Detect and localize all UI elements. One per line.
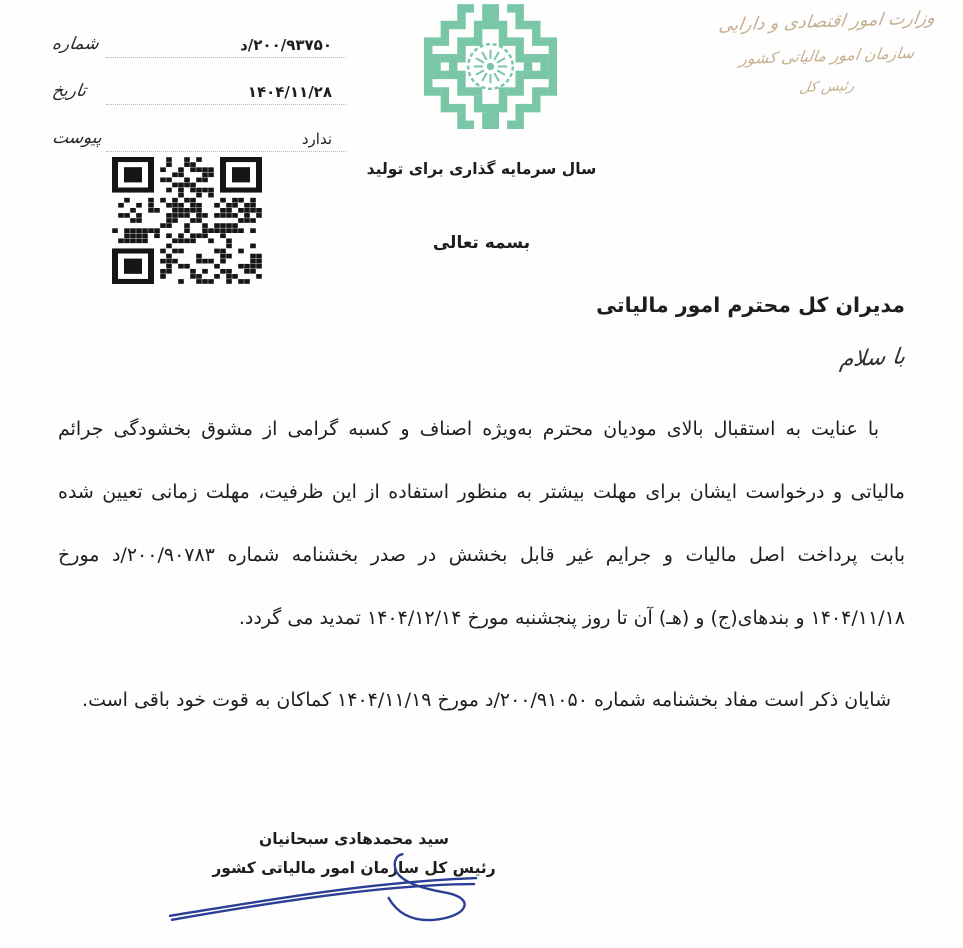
ministry-name: وزارت امور اقتصادی و دارایی: [717, 8, 937, 36]
body-paragraph-1: با عنایت به استقبال بالای مودیان محترم به‌ویژه اصناف و کسبه گرامی از مشوق بخشودگی جرائم مالیاتی و درخواست ایشان برای مهلت بیشتر به منظور استفاده از این ظرفیت، مهلت زمانی تعیین شده بابت پرداخت اصل مالیات و جرایم غیر قابل بخشش در صدر بخشنامه شماره ۲۰۰/۹۰۷۸۳/د مورخ ۱۴۰۴/۱۱/۱۸ و بندهای(ج) و (هـ) آن تا روز پنجشنبه مورخ ۱۴۰۴/۱۲/۱۴ تمدید می گردد.: [58, 418, 905, 629]
handwritten-signature-icon: [166, 842, 484, 930]
letter-attachment-value: ندارد: [106, 130, 346, 152]
letter-attachment-label: پیوست: [50, 128, 104, 148]
letter-number-label: شماره: [50, 34, 101, 54]
letter-body: [58, 398, 905, 732]
letter-date-label: تاریخ: [50, 81, 88, 101]
recipient-line: مدیران کل محترم امور مالیاتی: [596, 293, 905, 317]
greeting-line: با سلام: [838, 344, 907, 373]
signer-title: رئیس کل سازمان امور مالیاتی کشور: [212, 859, 496, 877]
letter-meta: [52, 14, 346, 155]
signer-name: سید محمدهادی سبحانیان: [259, 830, 449, 848]
organization-name: سازمان امور مالیاتی کشور: [738, 43, 916, 69]
meta-row-attachment: [52, 108, 346, 152]
letter-number-value: ۲۰۰/۹۳۷۵۰/د: [106, 36, 346, 58]
letterhead: [697, 8, 957, 96]
tax-administration-logo-icon: [424, 4, 557, 129]
letter-date-value: ۱۴۰۴/۱۱/۲۸: [106, 83, 346, 105]
meta-row-date: [52, 61, 346, 105]
basmala: بسمه تعالی: [432, 233, 531, 253]
body-paragraph-2: شایان ذکر است مفاد بخشنامه شماره ۲۰۰/۹۱۰۵۰/د مورخ ۱۴۰۴/۱۱/۱۹ کماکان به قوت خود باقی است.: [82, 689, 891, 711]
year-slogan: سال سرمایه گذاری برای تولید: [366, 160, 597, 178]
meta-row-number: [52, 14, 346, 58]
chief-title: رئیس کل: [798, 78, 856, 96]
